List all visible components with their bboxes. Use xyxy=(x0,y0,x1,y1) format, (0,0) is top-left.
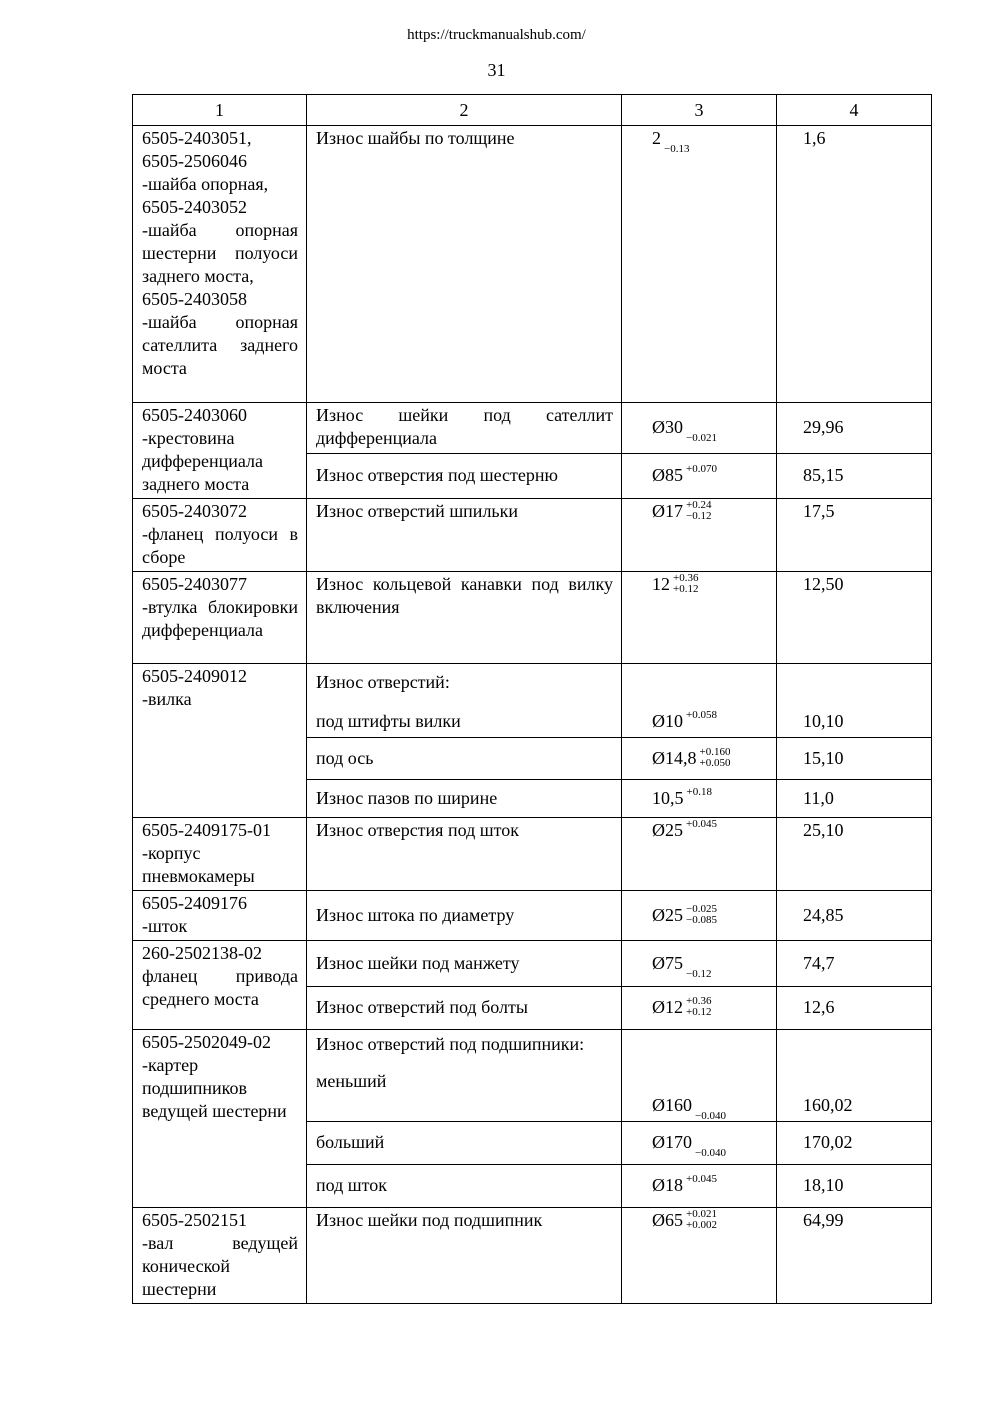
upper-deviation: +0.36 xyxy=(686,995,712,1007)
part-line: 6505-2403077 xyxy=(142,574,247,594)
limit-size-cell: 74,7 xyxy=(777,941,932,987)
nominal-size-cell xyxy=(622,941,777,987)
part-line: фланец привода среднего моста xyxy=(142,966,298,1009)
defect-cell: Износ отверстия под шестерню xyxy=(307,454,622,499)
part-line: 260-2502138-02 xyxy=(142,943,262,963)
limit-size-cell: 12,50 xyxy=(777,572,932,664)
tolerance-stack xyxy=(686,904,717,926)
limit-size-cell: 85,15 xyxy=(777,454,932,499)
part-cell xyxy=(133,572,307,664)
nominal-size-cell xyxy=(622,499,777,572)
limit-size-cell: 24,85 xyxy=(777,891,932,941)
part-cell xyxy=(133,664,307,818)
defect-cell: Износ пазов по ширине xyxy=(307,780,622,818)
part-line: -шток xyxy=(142,916,188,936)
nominal-size-cell xyxy=(622,738,777,780)
upper-deviation: +0.045 xyxy=(686,1173,717,1185)
limit-size-cell: 15,10 xyxy=(777,738,932,780)
nominal-size-cell xyxy=(622,891,777,941)
part-cell xyxy=(133,941,307,1030)
part-line: 6505-2502049-02 xyxy=(142,1032,271,1052)
part-cell xyxy=(133,499,307,572)
nominal-value: Ø170 xyxy=(652,1132,692,1152)
nominal-size-cell xyxy=(622,1030,777,1122)
defect-cell: Износ шейки под подшипник xyxy=(307,1208,622,1304)
nominal-value: Ø65 xyxy=(652,1210,683,1230)
nominal-size-cell xyxy=(622,403,777,454)
defect-cell: Износ отверстия под шток xyxy=(307,818,622,891)
upper-deviation: +0.045 xyxy=(686,818,717,830)
part-line: 6505-2502151 xyxy=(142,1210,247,1230)
part-line: -вал ведущей конической шестерни xyxy=(142,1233,298,1299)
nominal-size-cell xyxy=(622,818,777,891)
part-cell xyxy=(133,126,307,403)
part-line: -фланец полуоси в сборе xyxy=(142,524,298,567)
tolerance-stack xyxy=(686,1209,717,1231)
part-line: -шайба опорная шестерни полуоси заднего моста, xyxy=(142,220,298,286)
tolerance-stack xyxy=(700,747,731,769)
limit-size-cell: 10,10 xyxy=(777,664,932,738)
part-line: 6505-2403052 xyxy=(142,197,247,217)
lower-deviation: +0.002 xyxy=(686,1219,717,1231)
defect-heading: Износ отверстий: xyxy=(316,672,450,692)
wear-limits-table xyxy=(132,94,932,1304)
part-cell xyxy=(133,1208,307,1304)
defect-cell: Износ отверстий под болты xyxy=(307,987,622,1030)
part-line: 6505-2409176 xyxy=(142,893,247,913)
defect-cell: Износ кольцевой канавки под вилку включения xyxy=(307,572,622,664)
table-row xyxy=(133,1208,932,1304)
nominal-value: Ø10 xyxy=(652,711,683,731)
nominal-value: Ø30 xyxy=(652,417,683,438)
table-row xyxy=(133,941,932,987)
nominal-value: Ø25 xyxy=(652,904,683,925)
defect-subitem: меньший xyxy=(316,1071,387,1091)
limit-size-cell: 1,6 xyxy=(777,126,932,403)
nominal-size-cell xyxy=(622,987,777,1030)
defect-cell: Износ шейки под манжету xyxy=(307,941,622,987)
upper-deviation: +0.058 xyxy=(686,709,717,721)
limit-size-cell: 12,6 xyxy=(777,987,932,1030)
part-cell xyxy=(133,891,307,941)
nominal-size-cell xyxy=(622,126,777,403)
nominal-size-cell xyxy=(622,780,777,818)
defect-cell: Износ шейки под сателлит дифференциала xyxy=(307,403,622,454)
nominal-size-cell xyxy=(622,1122,777,1165)
nominal-value: Ø17 xyxy=(652,501,683,521)
upper-deviation: −0.025 xyxy=(686,902,717,915)
part-cell xyxy=(133,818,307,891)
part-cell xyxy=(133,403,307,499)
nominal-value: Ø160 xyxy=(652,1095,692,1115)
part-line: -корпус пневмокамеры xyxy=(142,843,255,886)
part-line: 6505-2403051, xyxy=(142,128,252,148)
defect-cell: Износ отверстий шпильки xyxy=(307,499,622,572)
nominal-value: Ø25 xyxy=(652,820,683,840)
defect-cell: Износ штока по диаметру xyxy=(307,891,622,941)
defect-cell: под шток xyxy=(307,1165,622,1208)
part-line: -картер подшипников ведущей шестерни xyxy=(142,1055,287,1121)
table-row xyxy=(133,572,932,664)
part-line: -шайба опорная, xyxy=(142,174,269,194)
table-row xyxy=(133,499,932,572)
table-row xyxy=(133,664,932,738)
part-line: 6505-2403072 xyxy=(142,501,247,521)
nominal-value: Ø18 xyxy=(652,1175,683,1195)
upper-deviation: +0.36 xyxy=(673,572,699,584)
column-header: 1 xyxy=(133,95,307,126)
lower-deviation: −0.085 xyxy=(686,913,717,926)
limit-size-cell: 160,02 xyxy=(777,1030,932,1122)
table-row xyxy=(133,818,932,891)
defect-cell: больший xyxy=(307,1122,622,1165)
nominal-size-cell xyxy=(622,1165,777,1208)
nominal-value: Ø85 xyxy=(652,465,683,486)
part-cell xyxy=(133,1030,307,1208)
defect-cell xyxy=(307,664,622,738)
limit-size-cell: 17,5 xyxy=(777,499,932,572)
part-line: -крестовина дифференциала заднего моста xyxy=(142,428,264,494)
table-row xyxy=(133,1030,932,1122)
source-url[interactable]: https://truckmanualshub.com/ xyxy=(407,27,586,43)
lower-deviation: −0.13 xyxy=(664,143,690,155)
tolerance-stack xyxy=(686,500,711,522)
table-header-row xyxy=(133,95,932,126)
part-line: 6505-2403058 xyxy=(142,289,247,309)
limit-size-cell: 170,02 xyxy=(777,1122,932,1165)
nominal-value: Ø75 xyxy=(652,952,683,973)
table-row xyxy=(133,403,932,454)
tolerance-stack xyxy=(686,996,711,1018)
nominal-size-cell xyxy=(622,1208,777,1304)
lower-deviation: −0.021 xyxy=(686,432,717,445)
lower-deviation: +0.12 xyxy=(686,1006,712,1018)
part-line: 6505-2409175-01 xyxy=(142,820,271,840)
part-line: 6505-2506046 xyxy=(142,151,247,171)
upper-deviation: +0.160 xyxy=(699,745,731,758)
lower-deviation: −0.12 xyxy=(686,967,712,980)
part-line: 6505-2409012 xyxy=(142,666,247,686)
nominal-value: 2 xyxy=(652,128,661,148)
defect-cell xyxy=(307,1030,622,1122)
lower-deviation: −0.040 xyxy=(695,1147,726,1159)
column-header: 2 xyxy=(307,95,622,126)
limit-size-cell: 29,96 xyxy=(777,403,932,454)
part-line: -шайба опорная сателлита заднего моста xyxy=(142,312,298,378)
page-number: 31 xyxy=(487,60,506,80)
defect-heading: Износ отверстий под подшипники: xyxy=(316,1034,585,1054)
upper-deviation: +0.021 xyxy=(686,1208,717,1220)
defect-subitem: под штифты вилки xyxy=(316,711,461,731)
upper-deviation: +0.070 xyxy=(686,463,717,476)
nominal-value: 10,5 xyxy=(652,787,684,808)
nominal-size-cell xyxy=(622,454,777,499)
limit-size-cell: 64,99 xyxy=(777,1208,932,1304)
limit-size-cell: 18,10 xyxy=(777,1165,932,1208)
defect-cell: Износ шайбы по толщине xyxy=(307,126,622,403)
nominal-value: Ø14,8 xyxy=(652,747,697,768)
table-row xyxy=(133,891,932,941)
upper-deviation: +0.18 xyxy=(686,785,712,798)
column-header: 4 xyxy=(777,95,932,126)
part-line: -вилка xyxy=(142,689,192,709)
lower-deviation: −0.12 xyxy=(686,510,712,522)
part-line: 6505-2403060 xyxy=(142,405,247,425)
table-row xyxy=(133,126,932,403)
upper-deviation: +0.24 xyxy=(686,499,712,511)
defect-cell: под ось xyxy=(307,738,622,780)
lower-deviation: +0.12 xyxy=(673,583,699,595)
limit-size-cell: 25,10 xyxy=(777,818,932,891)
nominal-size-cell xyxy=(622,664,777,738)
lower-deviation: +0.050 xyxy=(699,756,731,769)
lower-deviation: −0.040 xyxy=(695,1110,726,1122)
column-header: 3 xyxy=(622,95,777,126)
tolerance-stack xyxy=(673,573,698,595)
nominal-size-cell xyxy=(622,572,777,664)
nominal-value: 12 xyxy=(652,574,670,594)
part-line: -втулка блокировки дифференциала xyxy=(142,597,298,640)
limit-size-cell: 11,0 xyxy=(777,780,932,818)
nominal-value: Ø12 xyxy=(652,997,683,1017)
